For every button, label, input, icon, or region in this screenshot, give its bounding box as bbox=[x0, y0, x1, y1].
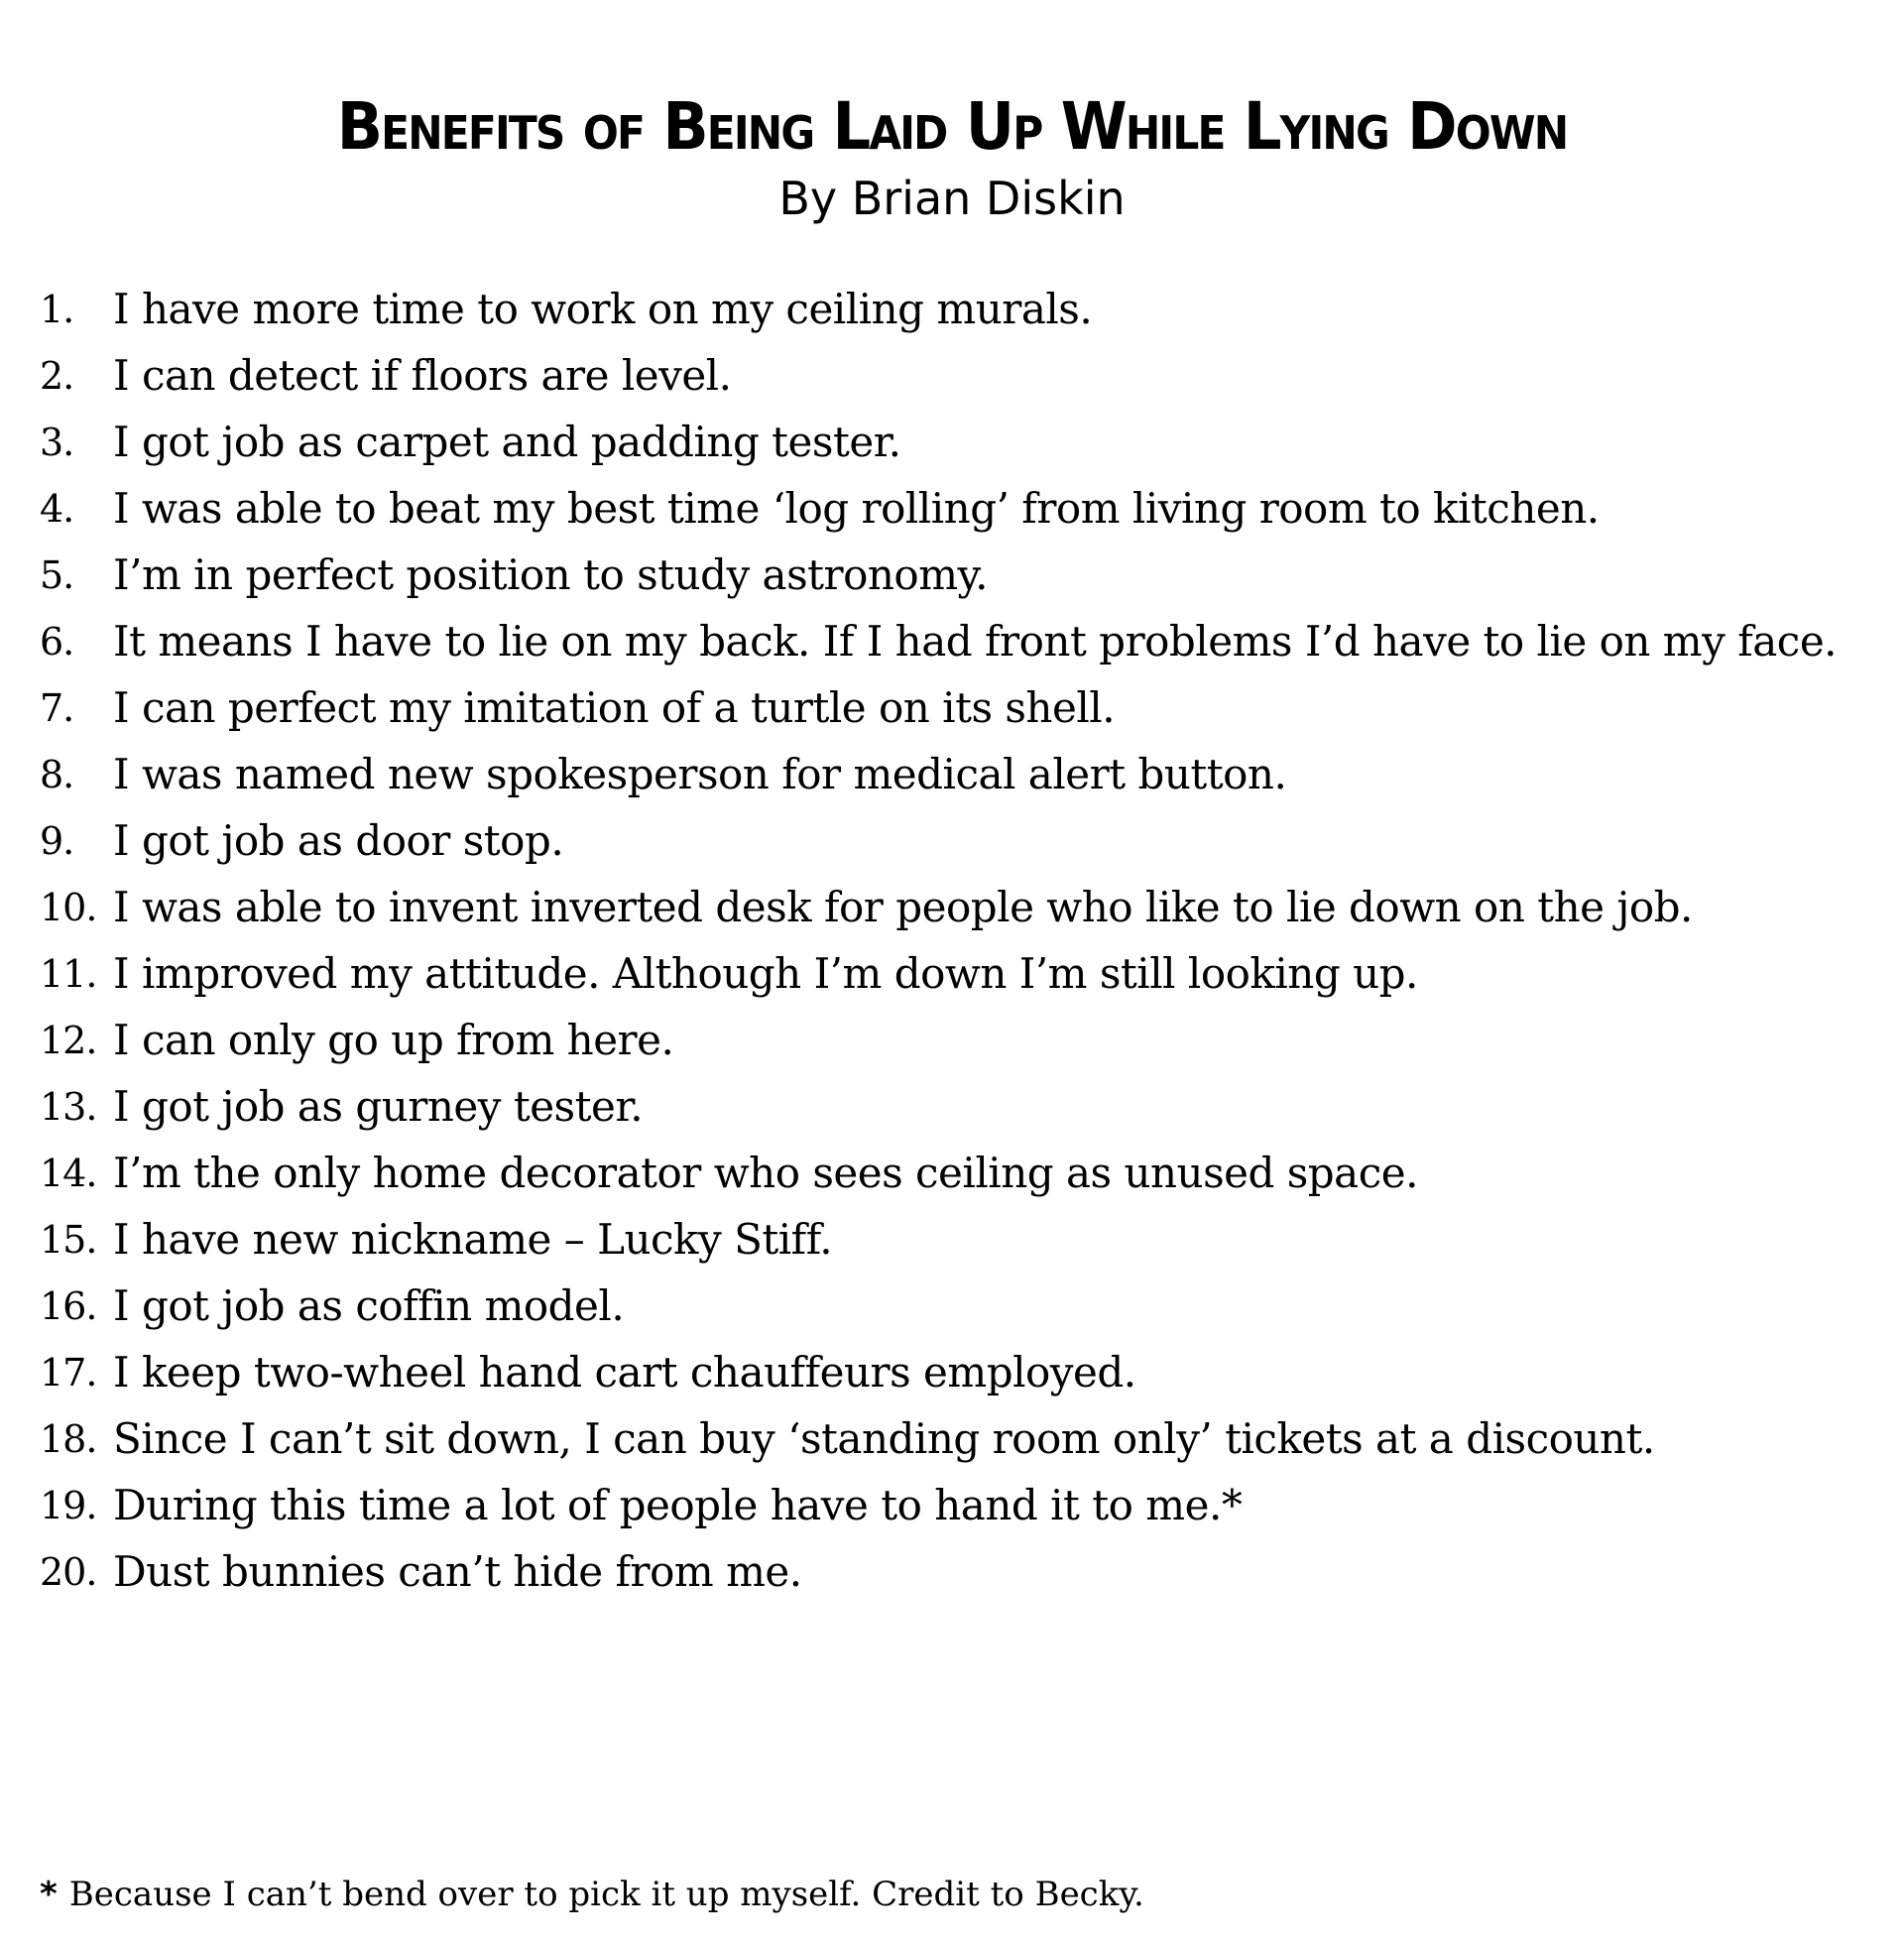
page-title: Benefits of Being Laid Up While Lying Down bbox=[336, 88, 1568, 165]
footnote-text: Because I can’t bend over to pick it up myself. Credit to Becky. bbox=[68, 1875, 1144, 1914]
list-item-number: 3. bbox=[40, 421, 74, 464]
list-item bbox=[40, 944, 1884, 1004]
list-item-text: I got job as carpet and padding tester. bbox=[113, 418, 901, 466]
list-item-number: 5. bbox=[40, 553, 74, 597]
list-item-number: 9. bbox=[40, 819, 74, 863]
list-item-text: I keep two-wheel hand cart chauffeurs employed. bbox=[113, 1348, 1136, 1397]
list-item-number: 2. bbox=[40, 354, 74, 398]
list-item-text: Since I can’t sit down, I can buy ‘standing room only’ tickets at a discount. bbox=[113, 1414, 1655, 1463]
list-item bbox=[40, 479, 1884, 539]
list-item-text: During this time a lot of people have to hand it to me.* bbox=[113, 1481, 1243, 1529]
list-item-number: 13. bbox=[40, 1085, 97, 1129]
list-item-number: 16. bbox=[40, 1284, 97, 1328]
list-item-number: 1. bbox=[40, 288, 74, 331]
list-item bbox=[40, 413, 1884, 472]
list-item-text: I can detect if floors are level. bbox=[113, 351, 732, 400]
list-item-number: 8. bbox=[40, 753, 74, 796]
list-item-text: I have more time to work on my ceiling murals. bbox=[113, 285, 1093, 333]
list-item-text: Dust bunnies can’t hide from me. bbox=[113, 1547, 802, 1596]
list-item-number: 4. bbox=[40, 487, 74, 531]
list-item bbox=[40, 1144, 1884, 1203]
list-item bbox=[40, 1011, 1884, 1070]
list-item-text: I have new nickname – Lucky Stiff. bbox=[113, 1215, 833, 1264]
footnote bbox=[40, 1870, 1884, 1919]
list-item-number: 6. bbox=[40, 620, 74, 664]
list-item-text: I was able to invent inverted desk for people who like to lie down on the job. bbox=[113, 883, 1693, 931]
list-item-number: 7. bbox=[40, 686, 74, 730]
author-byline: By Brian Diskin bbox=[778, 172, 1126, 225]
list-item-text: I can perfect my imitation of a turtle on its shell. bbox=[113, 683, 1116, 732]
list-item bbox=[40, 745, 1884, 804]
list-item bbox=[40, 678, 1884, 738]
list-item-text: I got job as coffin model. bbox=[113, 1281, 625, 1330]
list-item bbox=[40, 1276, 1884, 1336]
list-item bbox=[40, 878, 1884, 937]
list-item bbox=[40, 1542, 1884, 1602]
list-item-text: I’m the only home decorator who sees ceiling as unused space. bbox=[113, 1149, 1418, 1197]
list-item-text: I improved my attitude. Although I’m down I’m still looking up. bbox=[113, 949, 1418, 998]
list-item-text: It means I have to lie on my back. If I had front problems I’d have to lie on my face. bbox=[113, 617, 1838, 666]
list-item bbox=[40, 811, 1884, 871]
list-item bbox=[40, 612, 1884, 671]
list-item-number: 18. bbox=[40, 1417, 97, 1461]
list-item-text: I’m in perfect position to study astronomy. bbox=[113, 550, 989, 599]
list-item-text: I can only go up from here. bbox=[113, 1016, 674, 1064]
list-item-number: 15. bbox=[40, 1218, 97, 1262]
list-item bbox=[40, 1077, 1884, 1137]
list-item-number: 11. bbox=[40, 952, 97, 996]
list-item-number: 20. bbox=[40, 1550, 97, 1594]
list-item-text: I was named new spokesperson for medical alert button. bbox=[113, 750, 1287, 798]
list-item-number: 12. bbox=[40, 1019, 97, 1062]
list-item bbox=[40, 1343, 1884, 1402]
list-item-number: 19. bbox=[40, 1484, 97, 1527]
list-item bbox=[40, 280, 1884, 339]
list-item-text: I was able to beat my best time ‘log rolling’ from living room to kitchen. bbox=[113, 484, 1600, 533]
list-item-text: I got job as door stop. bbox=[113, 816, 564, 865]
list-item bbox=[40, 1409, 1884, 1469]
list-item-number: 17. bbox=[40, 1351, 97, 1395]
list-item-number: 10. bbox=[40, 886, 97, 929]
list-item bbox=[40, 546, 1884, 605]
benefits-list bbox=[40, 280, 1884, 1609]
list-item bbox=[40, 346, 1884, 406]
footnote-marker: * bbox=[40, 1875, 58, 1914]
list-item bbox=[40, 1476, 1884, 1535]
list-item-text: I got job as gurney tester. bbox=[113, 1082, 644, 1131]
list-item-number: 14. bbox=[40, 1152, 97, 1195]
list-item bbox=[40, 1210, 1884, 1270]
